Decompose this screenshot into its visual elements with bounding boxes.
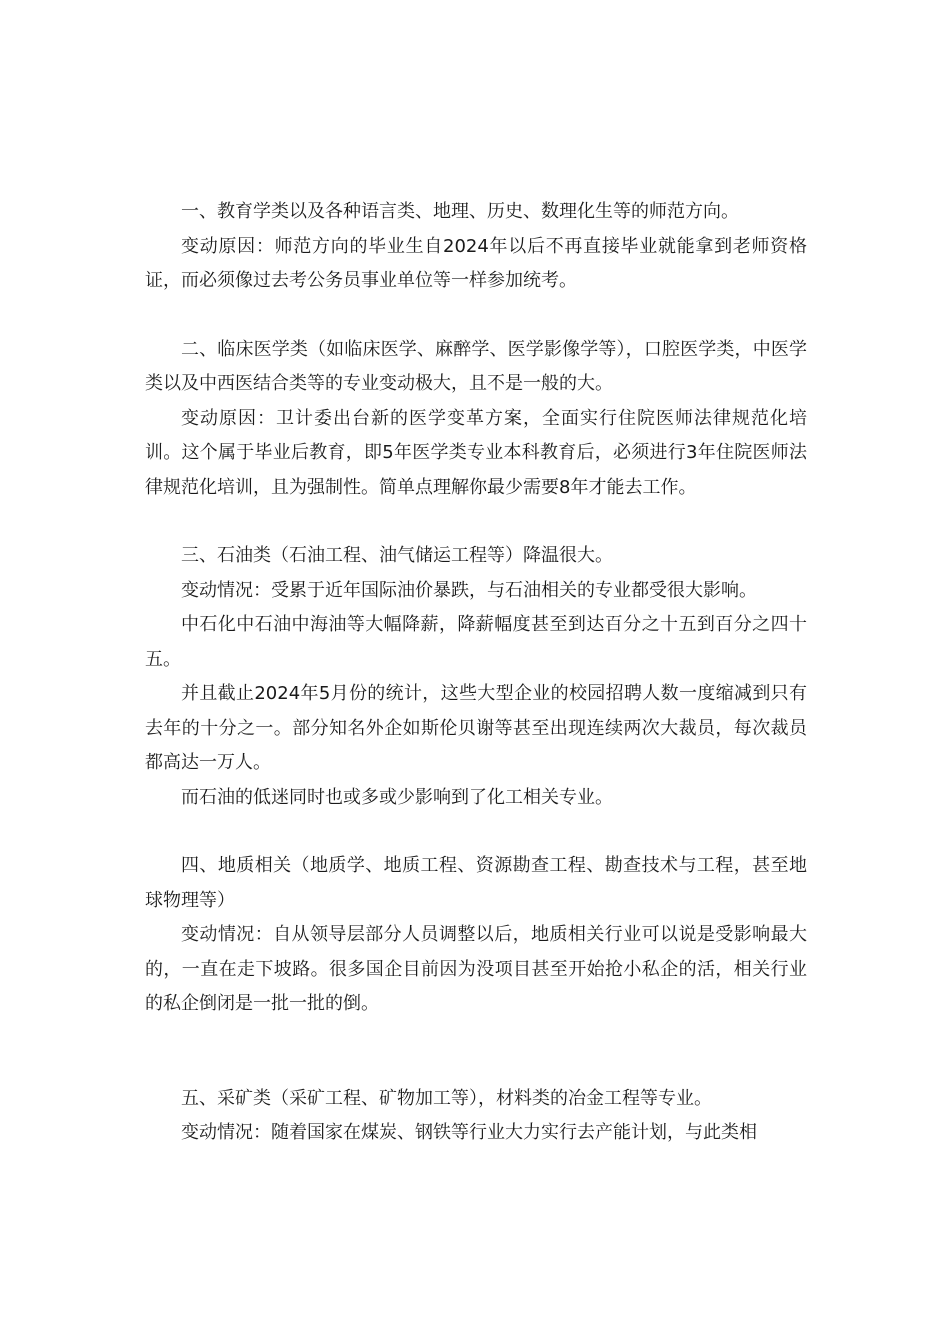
section-3-paragraph-1: 变动情况：受累于近年国际油价暴跌，与石油相关的专业都受很大影响。	[181, 579, 757, 601]
section-spacer	[145, 1022, 807, 1082]
section-3-paragraph-4: 而石油的低迷同时也或多或少影响到了化工相关专业。	[181, 786, 613, 808]
section-5-paragraph-1: 变动情况：随着国家在煤炭、钢铁等行业大力实行去产能计划，与此类相	[181, 1122, 757, 1143]
section-3-paragraph-2: 中石化中石油中海油等大幅降薪，降薪幅度甚至到达百分之十五到百分之四十五。	[145, 614, 807, 670]
section-4-heading: 四、地质相关（地质学、地质工程、资源勘查工程、勘查技术与工程，甚至地球物理等）	[145, 855, 807, 911]
section-1-paragraph-1: 变动原因：师范方向的毕业生自2024年以后不再直接毕业就能拿到老师资格证，而必须像过去考公务员事业单位等一样参加统考。	[145, 235, 807, 291]
section-4-paragraph-1: 变动情况：自从领导层部分人员调整以后，地质相关行业可以说是受影响最大的，一直在走下坡路。很多国企目前因为没项目甚至开始抢小私企的活，相关行业的私企倒闭是一批一批的倒。	[145, 924, 807, 1014]
section-1-heading: 一、教育学类以及各种语言类、地理、历史、数理化生等的师范方向。	[181, 201, 739, 222]
section-3-paragraph-3: 并且截止2024年5月份的统计，这些大型企业的校园招聘人数一度缩减到只有去年的十分之一。部分知名外企如斯伦贝谢等甚至出现连续两次大裁员，每次裁员都高达一万人。	[145, 683, 807, 773]
document-body	[145, 195, 807, 1151]
section-spacer	[145, 299, 807, 333]
section-3-heading: 三、石油类（石油工程、油气储运工程等）降温很大。	[181, 545, 613, 566]
section-2-heading: 二、临床医学类（如临床医学、麻醉学、医学影像学等），口腔医学类，中医学类以及中西医结合类等的专业变动极大，且不是一般的大。	[145, 338, 807, 394]
section-5-heading: 五、采矿类（采矿工程、矿物加工等），材料类的冶金工程等专业。	[181, 1087, 712, 1109]
section-spacer	[145, 815, 807, 849]
section-spacer	[145, 505, 807, 539]
section-2-paragraph-1: 变动原因：卫计委出台新的医学变革方案，全面实行住院医师法律规范化培训。这个属于毕业后教育，即5年医学类专业本科教育后，必须进行3年住院医师法律规范化培训，且为强制性。简单点理解你最少需要8年才能去工作。	[145, 407, 807, 498]
